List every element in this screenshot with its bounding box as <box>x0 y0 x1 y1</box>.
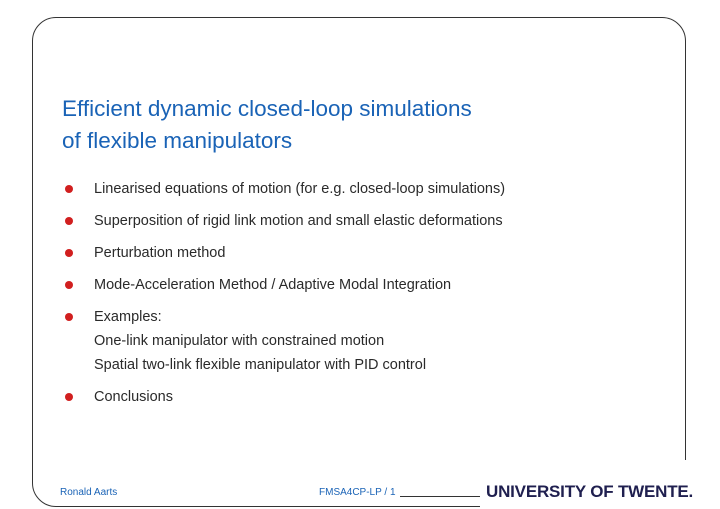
footer-divider-line <box>400 496 480 497</box>
slide-title-line-2: of flexible manipulators <box>62 128 293 153</box>
bullet-item-superposition <box>62 209 662 233</box>
slide-title-line-1: Efficient dynamic closed-loop simulations <box>62 96 472 121</box>
slide-title <box>62 93 662 157</box>
bullet-text: Mode-Acceleration Method / Adaptive Modal Integration <box>94 277 452 293</box>
footer-author: Ronald Aarts <box>60 487 118 498</box>
university-logo: UNIVERSITY OF TWENTE. <box>486 482 694 501</box>
bullet-text: Superposition of rigid link motion and small elastic deformations <box>94 213 503 229</box>
bullet-text: Perturbation method <box>94 245 226 261</box>
bullet-list <box>62 177 662 417</box>
bullet-item-perturbation <box>62 241 662 265</box>
bullet-item-mode-acceleration <box>62 273 662 297</box>
bullet-dot-icon <box>65 393 73 401</box>
example-sub-line: One-link manipulator with constrained motion <box>94 333 385 349</box>
bullet-dot-icon <box>65 249 73 257</box>
bullet-dot-icon <box>65 217 73 225</box>
bullet-text: Conclusions <box>94 389 173 405</box>
bullet-item-examples <box>62 305 662 377</box>
example-sub-line: Spatial two-link flexible manipulator with PID control <box>94 357 427 373</box>
bullet-dot-icon <box>65 313 73 321</box>
bullet-dot-icon <box>65 185 73 193</box>
bullet-dot-icon <box>65 281 73 289</box>
bullet-item-conclusions <box>62 385 662 409</box>
footer-slide-code: FMSA4CP-LP / 1 <box>319 487 396 498</box>
bullet-item-linearised-equations <box>62 177 662 201</box>
bullet-text: Linearised equations of motion (for e.g. closed-loop simulations) <box>94 181 506 197</box>
bullet-text: Examples: <box>94 309 162 325</box>
